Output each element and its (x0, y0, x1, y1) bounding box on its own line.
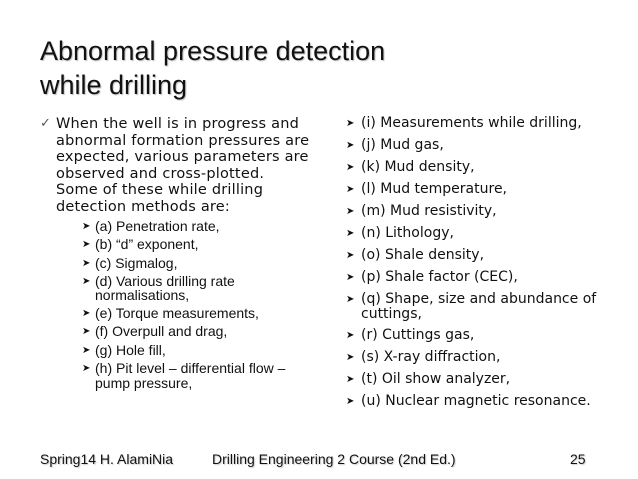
arrow-bullet-icon: ➤ (82, 363, 91, 375)
arrow-bullet-icon: ➤ (346, 118, 355, 129)
list-item-text: (f) Overpull and drag, (95, 323, 228, 340)
list-item-text: (r) Cuttings gas, (361, 327, 475, 343)
list-item (346, 372, 606, 388)
list-item-text: (a) Penetration rate, (95, 218, 220, 234)
list-item-text: (p) Shale factor (CEC), (361, 269, 518, 285)
arrow-bullet-icon: ➤ (82, 275, 91, 287)
list-item (82, 324, 310, 339)
list-item-text: (n) Lithology, (361, 225, 454, 241)
list-item-text: (d) Various drilling rate normalisations, (95, 272, 235, 304)
list-item-text: (h) Pit level – differential flow – pump pressure, (95, 360, 286, 391)
list-item (346, 204, 606, 220)
list-item-text: (t) Oil show analyzer, (361, 371, 511, 387)
list-item (346, 328, 606, 344)
list-item (346, 138, 606, 154)
list-item (346, 160, 606, 176)
arrow-bullet-icon: ➤ (346, 250, 355, 261)
list-item-text: (m) Mud resistivity, (361, 203, 497, 219)
list-item (346, 292, 606, 322)
list-item-text: (b) “d” exponent, (95, 236, 199, 253)
arrow-bullet-icon: ➤ (82, 257, 91, 269)
list-item (82, 343, 310, 358)
arrow-bullet-icon: ➤ (346, 396, 355, 407)
left-column (40, 116, 310, 393)
arrow-bullet-icon: ➤ (346, 352, 355, 363)
checkmark-icon: ✓ (40, 116, 51, 131)
detection-methods-list-left (40, 219, 310, 390)
list-item-text: (c) Sigmalog, (95, 254, 178, 271)
detection-methods-list-right (346, 116, 606, 410)
footer-author: Spring14 H. AlamiNia (40, 451, 174, 467)
list-item (82, 237, 310, 252)
arrow-bullet-icon: ➤ (346, 162, 355, 173)
arrow-bullet-icon: ➤ (346, 228, 355, 239)
list-item (82, 219, 310, 234)
list-item-text: (i) Measurements while drilling, (361, 115, 582, 131)
list-item (82, 274, 310, 303)
title-line-2: while drilling (40, 70, 188, 100)
arrow-bullet-icon: ➤ (346, 206, 355, 217)
slide-footer (0, 449, 638, 469)
list-item-text: (l) Mud temperature, (361, 181, 508, 197)
arrow-bullet-icon: ➤ (346, 184, 355, 195)
list-item-text: (e) Torque measurements, (95, 305, 259, 322)
list-item (346, 248, 606, 264)
list-item-text: (u) Nuclear magnetic resonance. (361, 393, 591, 409)
arrow-bullet-icon: ➤ (82, 344, 91, 356)
list-item (82, 306, 310, 321)
list-item (346, 394, 606, 410)
list-item-text: (o) Shale density, (361, 247, 485, 263)
list-item-text: (s) X-ray diffraction, (361, 349, 501, 365)
right-column (346, 116, 606, 416)
arrow-bullet-icon: ➤ (82, 308, 91, 320)
intro-bullet (40, 116, 310, 215)
list-item (82, 256, 310, 271)
arrow-bullet-icon: ➤ (346, 272, 355, 283)
arrow-bullet-icon: ➤ (346, 330, 355, 341)
list-item-text: (k) Mud density, (361, 159, 475, 175)
list-item (346, 182, 606, 198)
arrow-bullet-icon: ➤ (346, 374, 355, 385)
list-item (82, 361, 310, 390)
intro-text: When the well is in progress and abnormal formation pressures are expected, various parameters are observed and cross-plotted. Some of these while drilling detection methods are: (56, 116, 310, 215)
list-item-text: (j) Mud gas, (361, 137, 444, 153)
list-item-text: (q) Shape, size and abundance of cuttings, (361, 291, 597, 322)
footer-course: Drilling Engineering 2 Course (2nd Ed.) (212, 451, 456, 467)
list-item-text: (g) Hole fill, (95, 341, 166, 358)
arrow-bullet-icon: ➤ (82, 239, 91, 251)
list-item (346, 226, 606, 242)
arrow-bullet-icon: ➤ (346, 140, 355, 151)
list-item (346, 350, 606, 366)
arrow-bullet-icon: ➤ (82, 326, 91, 338)
arrow-bullet-icon: ➤ (82, 221, 91, 232)
page-number: 25 (570, 451, 586, 467)
slide-title (40, 34, 600, 102)
arrow-bullet-icon: ➤ (346, 294, 355, 305)
list-item (346, 270, 606, 286)
title-line-1: Abnormal pressure detection (40, 36, 386, 66)
list-item (346, 116, 606, 132)
